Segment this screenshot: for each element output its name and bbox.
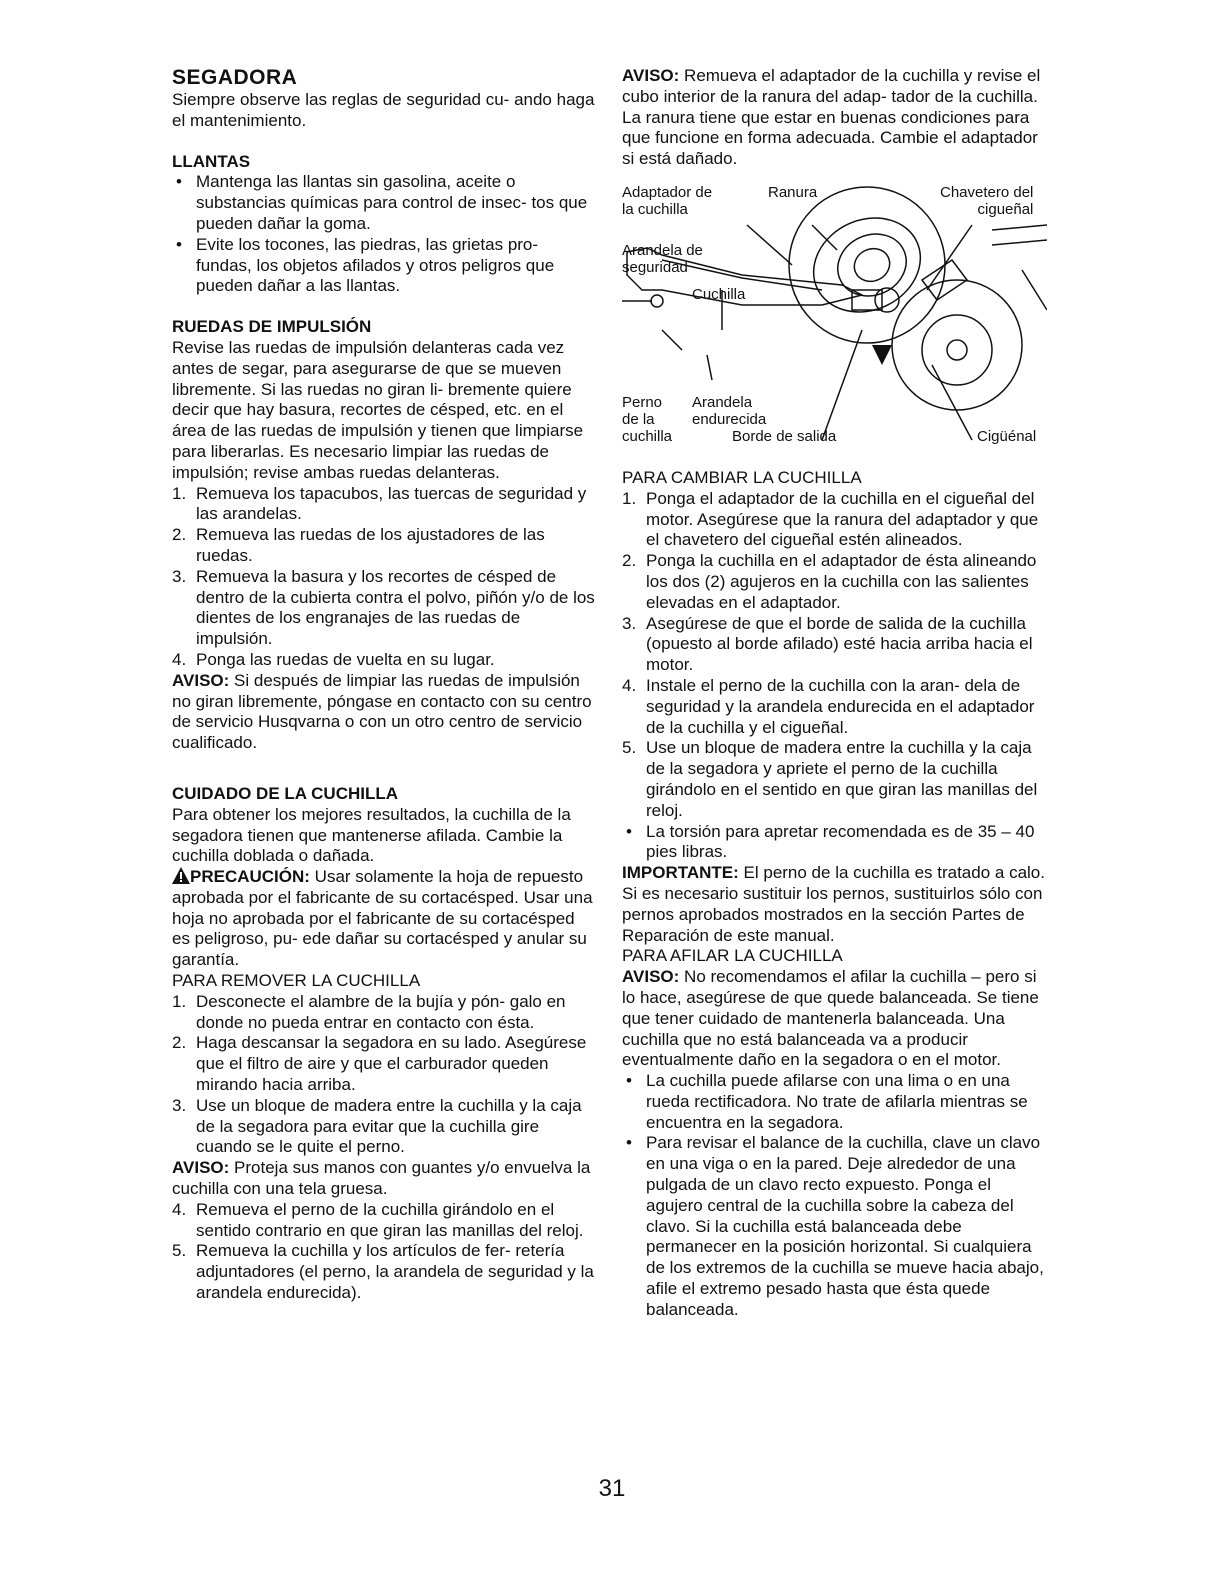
label-arandela-seguridad: Arandela de seguridad (622, 241, 703, 276)
list-item: • La cuchilla puede afilarse con una lima o en una rueda rectificadora. No trate de afilarla mientras se encuentra en la segadora. (626, 1071, 1028, 1132)
blade-assembly-illustration (622, 180, 1047, 458)
warning-triangle-icon (172, 867, 190, 884)
importante-note: IMPORTANTE: El perno de la cuchilla es tratado a calo. Si es necesario sustituir los pernos, sustituirlos sólo con pernos aprobados mostrados en la sección Partes de Reparación de este manual. (622, 863, 1045, 945)
ruedas-text: Revise las ruedas de impulsión delanteras cada vez antes de segar, para asegurarse de que se mueven libremente. Si las ruedas no giran li- bremente quiere decir que hay basura, recortes de césped, etc. en el área de las ruedas de impulsión y tienen que limpiarse para liberarlas. Es necesario limpiar las ruedas de impulsión; revise ambas ruedas delanteras. (172, 337, 584, 482)
torsion-list (622, 822, 1047, 864)
remover-steps-b (172, 1200, 597, 1304)
list-item: 3. Use un bloque de madera entre la cuchilla y la caja de la segadora para evitar que la cuchilla gire cuando se le quite el perno. (172, 1095, 582, 1157)
list-item: 4. Instale el perno de la cuchilla con la aran- dela de seguridad y la arandela endurecida en el adaptador de la cuchilla y el cigueñal. (622, 675, 1035, 737)
list-item: 5. Remueva la cuchilla y los artículos de fer- retería adjuntadores (el perno, la arandela de seguridad y la arandela endurecida). (172, 1241, 594, 1303)
precaucion-note: PRECAUCIÓN: Usar solamente la hoja de repuesto aprobada por el fabricante de su cortacésped. Usar una hoja no aprobada por el fabricante de su cortacésped es peligroso, pu- ede dañar su cortacésped y anular su garantía. (172, 867, 593, 970)
cuidado-text: Para obtener los mejores resultados, la cuchilla de la segadora tienen que mantenerse afilada. Cambie la cuchilla doblada o dañada. (172, 804, 571, 866)
remover-heading: PARA REMOVER LA CUCHILLA (172, 971, 421, 991)
llantas-heading: LLANTAS (172, 151, 251, 171)
label-cuchilla: Cuchilla (692, 285, 746, 303)
list-item: • Evite los tocones, las piedras, las grietas pro- fundas, los objetos afilados y otros peligros que pueden dañar a las llantas. (176, 234, 555, 296)
list-item: • Mantenga las llantas sin gasolina, aceite o substancias químicas para control de insec- tos que pueden dañar la goma. (176, 172, 588, 233)
list-item: 3. Asegúrese de que el borde de salida de la cuchilla (opuesto al borde afilado) esté hacia arriba hacia el motor. (622, 613, 1033, 675)
list-item: 4. Ponga las ruedas de vuelta en su lugar. (172, 649, 495, 669)
label-ranura: Ranura (768, 183, 818, 201)
segadora-text: Siempre observe las reglas de seguridad cu- ando haga el mantenimiento. (172, 90, 595, 130)
list-item: 2. Remueva las ruedas de los ajustadores de las ruedas. (172, 525, 545, 565)
top-aviso: AVISO: Remueva el adaptador de la cuchilla y revise el cubo interior de la ranura del adap- tador de la cuchilla. La ranura tiene que estar en buenas condiciones para que funcione en forma adecuada. Cambie el adaptador si está dañado. (622, 66, 1041, 169)
list-item: 1. Remueva los tapacubos, las tuercas de seguridad y las arandelas. (172, 483, 587, 524)
left-column (172, 66, 597, 1304)
afilar-aviso: AVISO: No recomendamos el afilar la cuchilla – pero si lo hace, asegúrese de que quede balanceada. Se tiene que tener cuidado de mantenerla balanceada. Una cuchilla que no está balanceada va a producir eventualmente daño en la segadora o en el motor. (622, 967, 1039, 1070)
cuidado-heading: CUIDADO DE LA CUCHILLA (172, 783, 399, 803)
remover-aviso: AVISO: Proteja sus manos con guantes y/o envuelva la cuchilla con una tela gruesa. (172, 1158, 591, 1199)
right-column (622, 66, 1047, 1321)
ruedas-steps (172, 484, 597, 671)
list-item: 5. Use un bloque de madera entre la cuchilla y la caja de la segadora y apriete el perno de la cuchilla girándolo en el sentido en que giran las manillas del reloj. (622, 738, 1038, 820)
label-adaptador: Adaptador de la cuchilla (622, 183, 713, 218)
afilar-list (622, 1071, 1047, 1321)
list-item: 2. Haga descansar la segadora en su lado. Asegúrese que el filtro de aire y que el carburador queden mirando hacia arriba. (172, 1033, 587, 1095)
cambiar-steps (622, 489, 1047, 822)
list-item: 1. Ponga el adaptador de la cuchilla en el cigueñal del motor. Asegúrese que la ranura del adaptador y que el chavetero del cigueñal estén alineados. (622, 488, 1039, 550)
list-item: • La torsión para apretar recomendada es de 35 – 40 pies libras. (626, 821, 1035, 862)
label-borde: Borde de salida (732, 427, 837, 445)
label-arandela-endurecida: Arandela endurecida (692, 393, 767, 428)
page-number: 31 (598, 1475, 626, 1502)
list-item: 3. Remueva la basura y los recortes de césped de dentro de la cubierta contra el polvo, piñón y/o de los dientes de los engranajes de las ruedas de impulsión. (172, 566, 595, 649)
label-chavetero: Chavetero del cigueñal (940, 183, 1034, 218)
remover-steps-a (172, 992, 597, 1158)
llantas-list (172, 172, 597, 297)
ruedas-aviso: AVISO: Si después de limpiar las ruedas de impulsión no giran libremente, póngase en contacto con su centro de servicio Husqvarna o con un otro centro de servicio cualificado. (172, 670, 592, 753)
label-ciguenal: Cigüénal (977, 427, 1037, 445)
ruedas-heading: RUEDAS DE IMPULSIÓN (172, 317, 372, 337)
cambiar-heading: PARA CAMBIAR LA CUCHILLA (622, 467, 862, 487)
segadora-heading: SEGADORA (172, 66, 298, 89)
blade-assembly-diagram (622, 180, 1047, 458)
list-item: 2. Ponga la cuchilla en el adaptador de ésta alineando los dos (2) agujeros en la cuchilla con las salientes elevadas en el adaptador. (622, 551, 1037, 612)
list-item: • Para revisar el balance de la cuchilla, clave un clavo en una viga o en la pared. Deje alrededor de una pulgada de un clavo recto expuesto. Ponga el agujero central de la cuchilla sobre la cabeza del clavo. Si la cuchilla está balanceada debe permanecer en la posición horizontal. Si cualquiera de los extremos de la cuchilla se mueve hacia abajo, afile el extremo pesado hasta que ésta quede balanceada. (626, 1133, 1044, 1319)
label-perno: Perno de la cuchilla (622, 393, 673, 445)
afilar-heading: PARA AFILAR LA CUCHILLA (622, 946, 843, 966)
list-item: 4. Remueva el perno de la cuchilla girándolo en el sentido contrario en que giran las manillas del reloj. (172, 1199, 584, 1240)
list-item: 1. Desconecte el alambre de la bujía y pón- galo en donde no pueda entrar en contacto con ésta. (172, 991, 566, 1032)
